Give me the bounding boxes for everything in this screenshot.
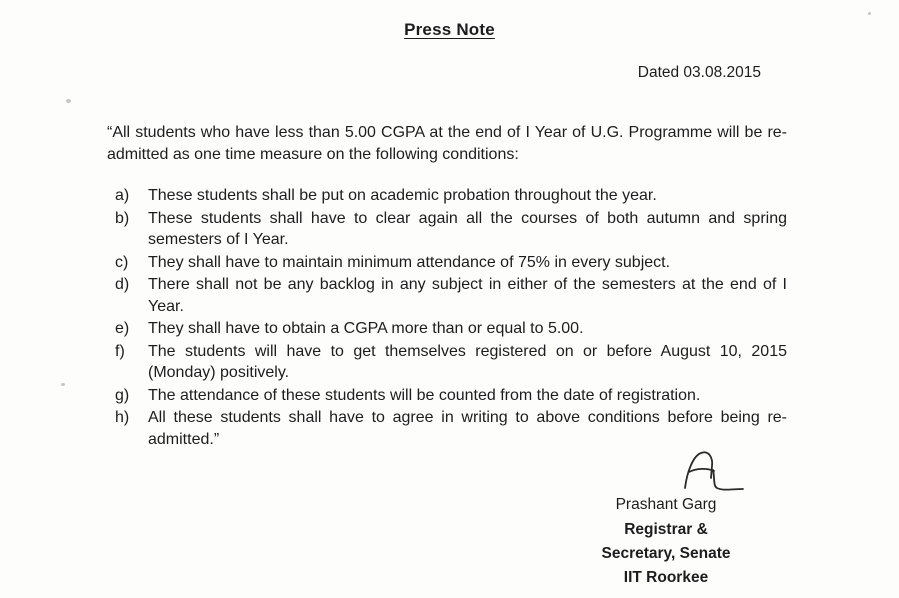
condition-label: h) <box>115 409 130 426</box>
intro-paragraph: “All students who have less than 5.00 CGPA at the end of I Year of U.G. Programme will be re-admitted as one time measure on the following conditions: <box>107 124 787 163</box>
conditions-list <box>115 185 787 450</box>
scan-artifact <box>61 383 65 386</box>
document-title: Press Note <box>404 20 495 39</box>
date-line: Dated 03.08.2015 <box>637 64 761 81</box>
condition-item-e <box>115 318 787 340</box>
signature-block <box>551 448 781 590</box>
condition-label: c) <box>115 253 129 271</box>
condition-item-f <box>115 341 787 384</box>
scan-artifact <box>868 12 871 15</box>
scan-artifact <box>66 99 71 103</box>
condition-item-a <box>115 185 787 207</box>
condition-label: d) <box>115 276 130 293</box>
condition-item-c <box>115 252 787 274</box>
condition-text: These students shall be put on academic probation throughout the year. <box>148 187 657 204</box>
handwritten-signature-icon <box>671 448 751 494</box>
condition-text: All these students shall have to agree in writing to above conditions before being re-admitted.” <box>148 409 787 448</box>
condition-text: They shall have to obtain a CGPA more than or equal to 5.00. <box>148 320 584 337</box>
condition-text: The students will have to get themselves registered on or before August 10, 2015 (Monday) positively. <box>148 342 787 381</box>
condition-text: There shall not be any backlog in any subject in either of the semesters at the end of I Year. <box>148 276 787 315</box>
condition-label: b) <box>115 209 130 227</box>
signatory-role-line-1: Registrar & <box>624 521 708 538</box>
signatory-name: Prashant Garg <box>615 496 717 513</box>
condition-item-h <box>115 407 787 450</box>
condition-item-b <box>115 208 787 251</box>
condition-text: They shall have to maintain minimum attendance of 75% in every subject. <box>148 253 671 271</box>
condition-label: f) <box>115 342 125 360</box>
condition-label: a) <box>115 187 130 204</box>
condition-text: These students shall have to clear again all the courses of both autumn and spring semesters of I Year. <box>148 209 787 248</box>
condition-label: e) <box>115 320 130 337</box>
condition-item-g <box>115 385 787 407</box>
condition-text: The attendance of these students will be counted from the date of registration. <box>148 386 701 404</box>
condition-label: g) <box>115 386 130 404</box>
condition-item-d <box>115 274 787 317</box>
signatory-role-line-2: Secretary, Senate <box>601 545 731 562</box>
signatory-role-line-3: IIT Roorkee <box>623 569 709 586</box>
